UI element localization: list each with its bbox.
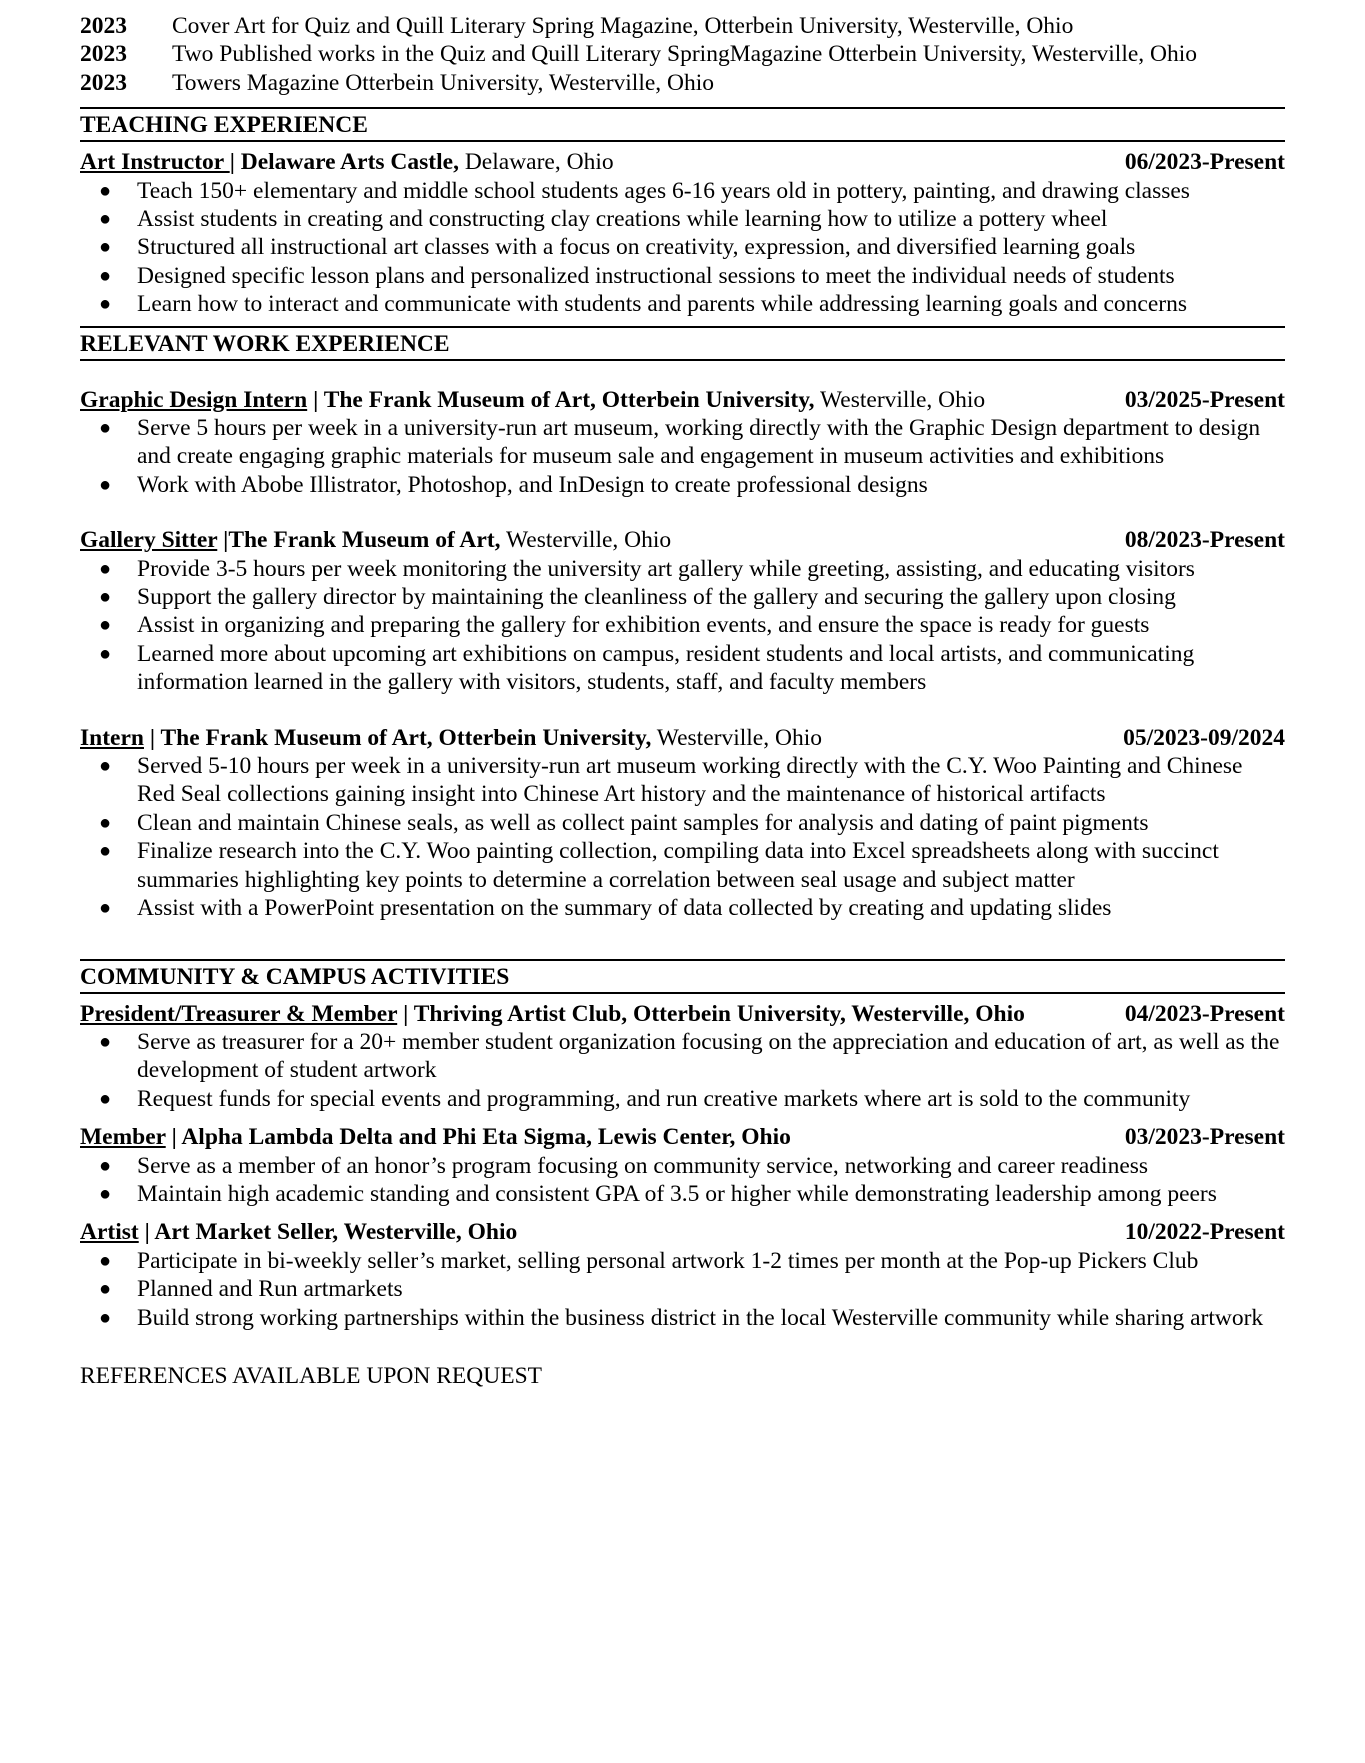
section-heading-teaching: TEACHING EXPERIENCE	[80, 107, 1285, 142]
bullet-icon: ●	[99, 557, 112, 580]
entry-location: Westerville, Ohio	[651, 724, 822, 751]
bullet-icon: ●	[99, 1030, 112, 1053]
list-item: ● Work with Abobe Illistrator, Photoshop, and InDesign to create professional designs	[99, 471, 928, 498]
entry-role: Art Instructor	[80, 149, 230, 176]
entry-separator: |	[229, 149, 241, 176]
bullet-icon: ●	[99, 755, 112, 778]
entry-org: | The Frank Museum of Art, Otterbein University,	[143, 724, 652, 751]
bullet-list	[80, 1247, 1285, 1332]
list-item: ● Learned more about upcoming art exhibitions on campus, resident students and local artists, and communicating information learned in the gallery with visitors, students, staff, and faculty members	[99, 640, 1195, 696]
list-item: ● Participate in bi-weekly seller’s market, selling personal artwork 1-2 times per month at the Pop-up Pickers Club	[99, 1247, 1199, 1274]
publication-year: 2023	[80, 41, 127, 68]
entry-header	[80, 386, 1285, 414]
entry-org: | Thriving Artist Club, Otterbein University, Westerville, Ohio	[397, 1000, 1025, 1027]
entry-date: 03/2023-Present	[1124, 1124, 1285, 1151]
entry-date: 10/2022-Present	[1124, 1219, 1285, 1246]
entry-header	[80, 724, 1285, 752]
entry-location: Westerville, Ohio	[500, 527, 672, 554]
publication-text: Two Published works in the Quiz and Quill Literary SpringMagazine Otterbein University, Westerville, Ohio	[172, 41, 1198, 68]
list-item: ● Assist students in creating and constructing clay creations while learning how to utilize a pottery wheel	[99, 205, 1108, 232]
list-item: ● Provide 3-5 hours per week monitoring the university art gallery while greeting, assisting, and educating visitors	[99, 555, 1195, 582]
bullet-icon: ●	[99, 1154, 112, 1177]
bullet-icon: ●	[99, 473, 112, 496]
list-item: ● Assist in organizing and preparing the gallery for exhibition events, and ensure the space is ready for guests	[99, 612, 1150, 639]
bullet-icon: ●	[99, 236, 112, 259]
bullet-icon: ●	[99, 840, 112, 863]
bullet-list	[80, 752, 1285, 922]
bullet-icon: ●	[99, 207, 112, 230]
bullet-icon: ●	[99, 417, 112, 440]
publication-text: Cover Art for Quiz and Quill Literary Spring Magazine, Otterbein University, Westerville, Ohio	[172, 13, 1074, 39]
publication-text: Towers Magazine Otterbein University, Westerville, Ohio	[172, 69, 715, 96]
entry-org: | Alpha Lambda Delta and Phi Eta Sigma, Lewis Center, Ohio	[165, 1124, 791, 1151]
bullet-list	[80, 414, 1285, 499]
publications-list	[80, 12, 1285, 97]
list-item: ● Serve as a member of an honor’s program focusing on community service, networking and career readiness	[99, 1152, 1149, 1179]
entry-role: Intern	[80, 724, 144, 751]
entry-date: 03/2025-Present	[1124, 386, 1285, 413]
list-item: ● Serve as treasurer for a 20+ member student organization focusing on the appreciation and education of art, as well as the development of student artwork	[99, 1028, 1280, 1084]
list-item: ● Learn how to interact and communicate with students and parents while addressing learning goals and concerns	[99, 291, 1187, 318]
bullet-icon: ●	[99, 1182, 112, 1205]
list-item: ● Finalize research into the C.Y. Woo painting collection, compiling data into Excel spreadsheets along with succinct summaries highlighting key points to determine a correlation between seal usage and subject matter	[99, 838, 1219, 893]
list-item: ● Clean and maintain Chinese seals, as well as collect paint samples for analysis and dating of paint pigments	[99, 809, 1149, 836]
list-item: ● Serve 5 hours per week in a university-run art museum, working directly with the Graphic Design department to design and create engaging graphic materials for museum sale and engagement in museum activities and exhibitions	[99, 415, 1261, 470]
bullet-icon: ●	[99, 293, 112, 316]
bullet-icon: ●	[99, 1306, 112, 1329]
bullet-list	[80, 1028, 1285, 1113]
publication-year: 2023	[80, 69, 127, 96]
entry-header	[80, 1218, 1285, 1246]
list-item: ● Served 5-10 hours per week in a university-run art museum working directly with the C.Y. Woo Painting and Chinese Red Seal collections gaining insight into Chinese Art history and the maintenance of historical artifacts	[99, 753, 1243, 808]
entry-org: Delaware Arts Castle,	[240, 149, 459, 176]
resume-page	[80, 12, 1285, 1390]
publication-item	[80, 40, 1285, 68]
entry-location: Delaware, Ohio	[458, 149, 614, 176]
bullet-icon: ●	[99, 264, 112, 287]
bullet-icon: ●	[99, 1249, 112, 1272]
bullet-icon: ●	[99, 811, 112, 834]
entry-role: Member	[80, 1124, 166, 1151]
entry-role: President/Treasurer & Member	[80, 1000, 398, 1027]
section-heading-community: COMMUNITY & CAMPUS ACTIVITIES	[80, 959, 1285, 994]
entry-header	[80, 148, 1285, 176]
entry-role: Gallery Sitter	[80, 527, 218, 554]
publication-item	[80, 69, 1285, 97]
entry-date: 08/2023-Present	[1124, 527, 1285, 554]
list-item: ● Teach 150+ elementary and middle school students ages 6-16 years old in pottery, painting, and drawing classes	[99, 177, 1190, 204]
publication-item	[80, 12, 1285, 40]
bullet-list	[80, 555, 1285, 697]
entry-role: Graphic Design Intern	[80, 386, 308, 413]
bullet-icon: ●	[99, 1087, 112, 1110]
bullet-icon: ●	[99, 586, 112, 609]
bullet-icon: ●	[99, 897, 112, 920]
bullet-icon: ●	[99, 642, 112, 665]
entry-date: 06/2023-Present	[1124, 149, 1285, 176]
entry-org: | The Frank Museum of Art, Otterbein University,	[307, 386, 815, 413]
bullet-icon: ●	[99, 614, 112, 637]
list-item: ● Planned and Run artmarkets	[99, 1276, 403, 1303]
entry-date: 05/2023-09/2024	[1123, 724, 1285, 751]
list-item: ● Designed specific lesson plans and personalized instructional sessions to meet the individual needs of students	[99, 262, 1175, 289]
list-item: ● Maintain high academic standing and consistent GPA of 3.5 or higher while demonstrating leadership among peers	[99, 1180, 1217, 1207]
list-item: ● Support the gallery director by maintaining the cleanliness of the gallery and securing the gallery upon closing	[99, 584, 1176, 611]
entry-header	[80, 1123, 1285, 1151]
publication-year: 2023	[80, 13, 127, 39]
entry-role: Artist	[80, 1219, 139, 1246]
bullet-list	[80, 177, 1285, 319]
section-heading-work: RELEVANT WORK EXPERIENCE	[80, 326, 1285, 361]
bullet-list	[80, 1152, 1285, 1209]
list-item: ● Request funds for special events and programming, and run creative markets where art is sold to the community	[99, 1085, 1191, 1112]
bullet-icon: ●	[99, 179, 112, 202]
list-item: ● Structured all instructional art classes with a focus on creativity, expression, and diversified learning goals	[99, 234, 1136, 261]
entry-header	[80, 526, 1285, 554]
entry-location: Westerville, Ohio	[814, 386, 986, 413]
entry-header	[80, 1000, 1285, 1028]
bullet-icon: ●	[99, 1278, 112, 1301]
entry-date: 04/2023-Present	[1124, 1000, 1285, 1027]
list-item: ● Build strong working partnerships within the business district in the local Westerville community while sharing artwork	[99, 1304, 1264, 1331]
entry-org: |The Frank Museum of Art,	[217, 527, 501, 554]
references-note: REFERENCES AVAILABLE UPON REQUEST	[80, 1362, 543, 1389]
list-item: ● Assist with a PowerPoint presentation on the summary of data collected by creating and updating slides	[99, 895, 1112, 922]
entry-org: | Art Market Seller, Westerville, Ohio	[138, 1219, 518, 1246]
